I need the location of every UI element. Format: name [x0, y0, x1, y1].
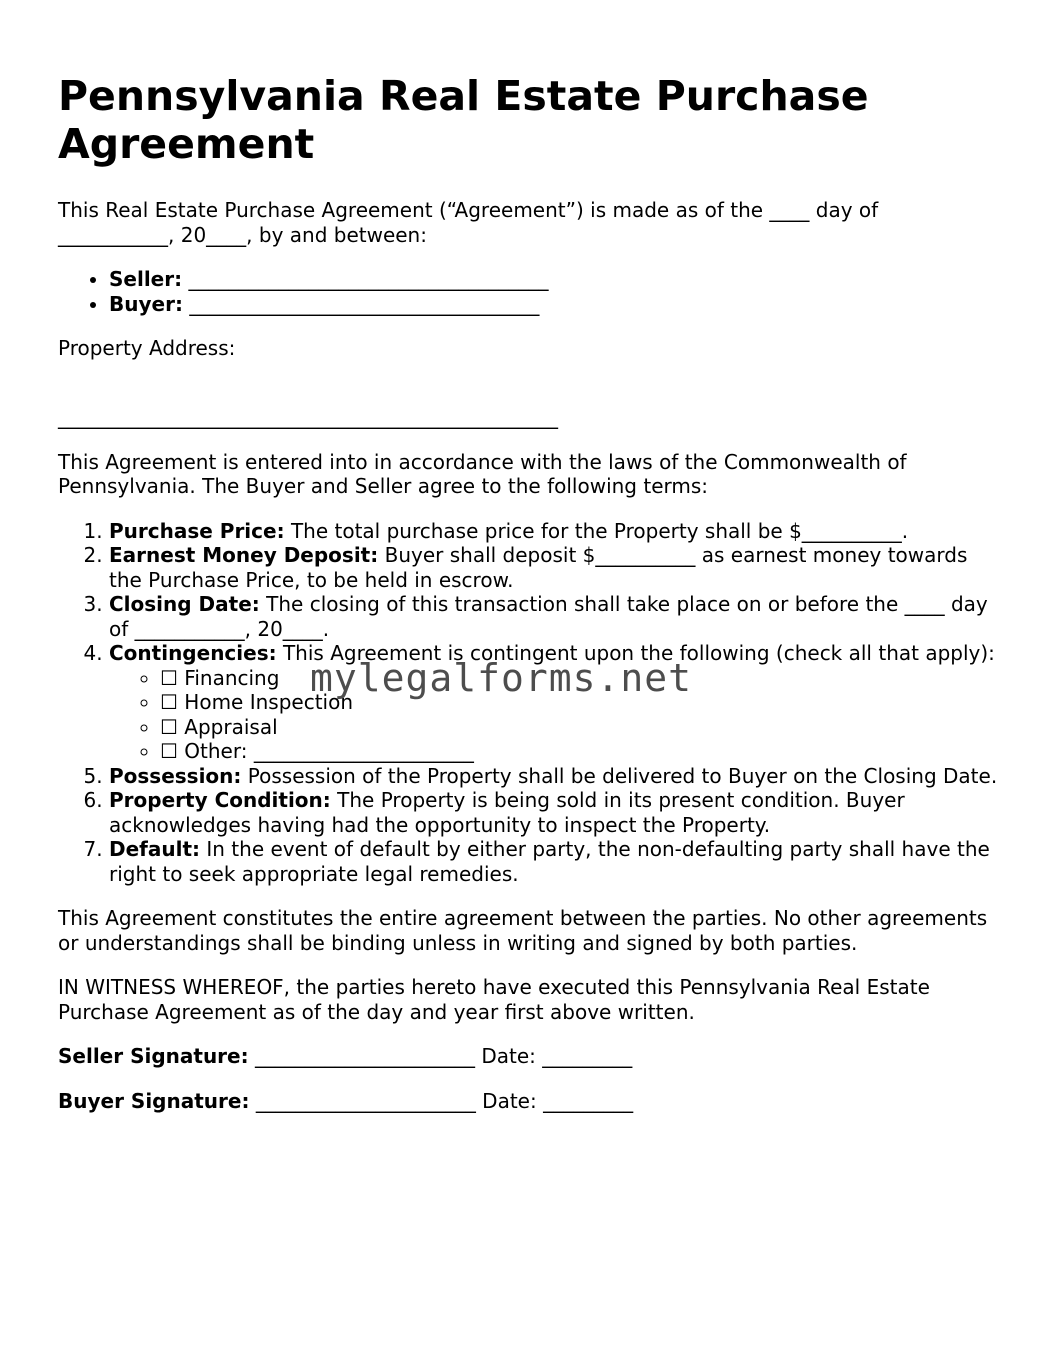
terms-list: [58, 519, 998, 887]
contingency-financing: ◦ ☐ Financing: [160, 666, 998, 691]
party-seller-label: Seller:: [109, 267, 183, 291]
term-text: The closing of this transaction shall take place on or before the ____ day of ___________, 20____.: [109, 592, 988, 641]
term-label: Default:: [109, 837, 201, 861]
term-closing-date: [109, 592, 998, 641]
term-label: Earnest Money Deposit:: [109, 543, 379, 567]
term-possession: [109, 764, 998, 789]
intro-paragraph: This Real Estate Purchase Agreement (“Agreement”) is made as of the ____ day of ___________, 20____, by and between:: [58, 198, 879, 247]
contingencies-list: [109, 666, 998, 764]
term-property-condition: [109, 788, 998, 837]
contingency-appraisal: ◦ ☐ Appraisal: [160, 715, 998, 740]
parties-list: [58, 267, 998, 316]
document-page: [58, 72, 998, 1133]
term-label: Property Condition:: [109, 788, 331, 812]
contingency-home-inspection: ◦ ☐ Home Inspection: [160, 690, 998, 715]
term-text: Buyer shall deposit $__________ as earnest money towards the Purchase Price, to be held in escrow.: [109, 543, 968, 592]
term-text: The Property is being sold in its present condition. Buyer acknowledges having had the opportunity to inspect the Property.: [109, 788, 905, 837]
term-default: [109, 837, 998, 886]
seller-signature-line: [58, 1044, 998, 1069]
seller-signature-label: Seller Signature:: [58, 1044, 249, 1068]
buyer-signature-line: [58, 1089, 998, 1114]
buyer-date-label: Date:: [482, 1088, 537, 1113]
buyer-signature-blank: ______________________: [255, 1088, 476, 1113]
entire-agreement-paragraph: This Agreement constitutes the entire agreement between the parties. No other agreements or understandings shall be binding unless in writing and signed by both parties.: [58, 906, 988, 955]
term-text: Possession of the Property shall be delivered to Buyer on the Closing Date.: [247, 763, 998, 788]
term-text: The total purchase price for the Property shall be $__________.: [290, 518, 909, 543]
property-address-label: Property Address:: [58, 336, 236, 360]
seller-signature-blank: ______________________: [254, 1044, 475, 1068]
property-address-line: [58, 381, 998, 430]
term-label: Possession:: [109, 763, 242, 788]
property-address-blank: __________________________________________________: [58, 405, 558, 429]
party-seller-blank: ____________________________________: [188, 267, 549, 291]
party-seller: [109, 267, 998, 292]
term-purchase-price: [109, 519, 998, 544]
party-buyer-label: Buyer:: [109, 291, 183, 316]
watermark: mylegalforms.net: [310, 656, 693, 700]
seller-date-label: Date:: [481, 1044, 536, 1068]
term-text: In the event of default by either party, the non-defaulting party shall have the right to seek appropriate legal remedies.: [109, 837, 990, 886]
term-label: Purchase Price:: [109, 518, 285, 543]
term-earnest-money: [109, 543, 998, 592]
witness-paragraph: IN WITNESS WHEREOF, the parties hereto have executed this Pennsylvania Real Estate Purchase Agreement as of the day and year first above written.: [58, 975, 930, 1024]
term-label: Contingencies:: [109, 641, 277, 665]
governing-law-paragraph: This Agreement is entered into in accordance with the laws of the Commonwealth of Pennsylvania. The Buyer and Seller agree to the following terms:: [58, 449, 907, 498]
seller-date-blank: _________: [542, 1044, 633, 1068]
buyer-date-blank: _________: [543, 1088, 634, 1113]
party-buyer-blank: ___________________________________: [189, 291, 540, 316]
term-label: Closing Date:: [109, 592, 260, 616]
buyer-signature-label: Buyer Signature:: [58, 1088, 250, 1113]
party-buyer: [109, 292, 998, 317]
term-text: This Agreement is contingent upon the following (check all that apply):: [282, 641, 995, 665]
term-contingencies: [109, 641, 998, 764]
contingency-other: ◦ ☐ Other: ______________________: [160, 739, 998, 764]
document-title: Pennsylvania Real Estate Purchase Agreement: [58, 72, 869, 168]
